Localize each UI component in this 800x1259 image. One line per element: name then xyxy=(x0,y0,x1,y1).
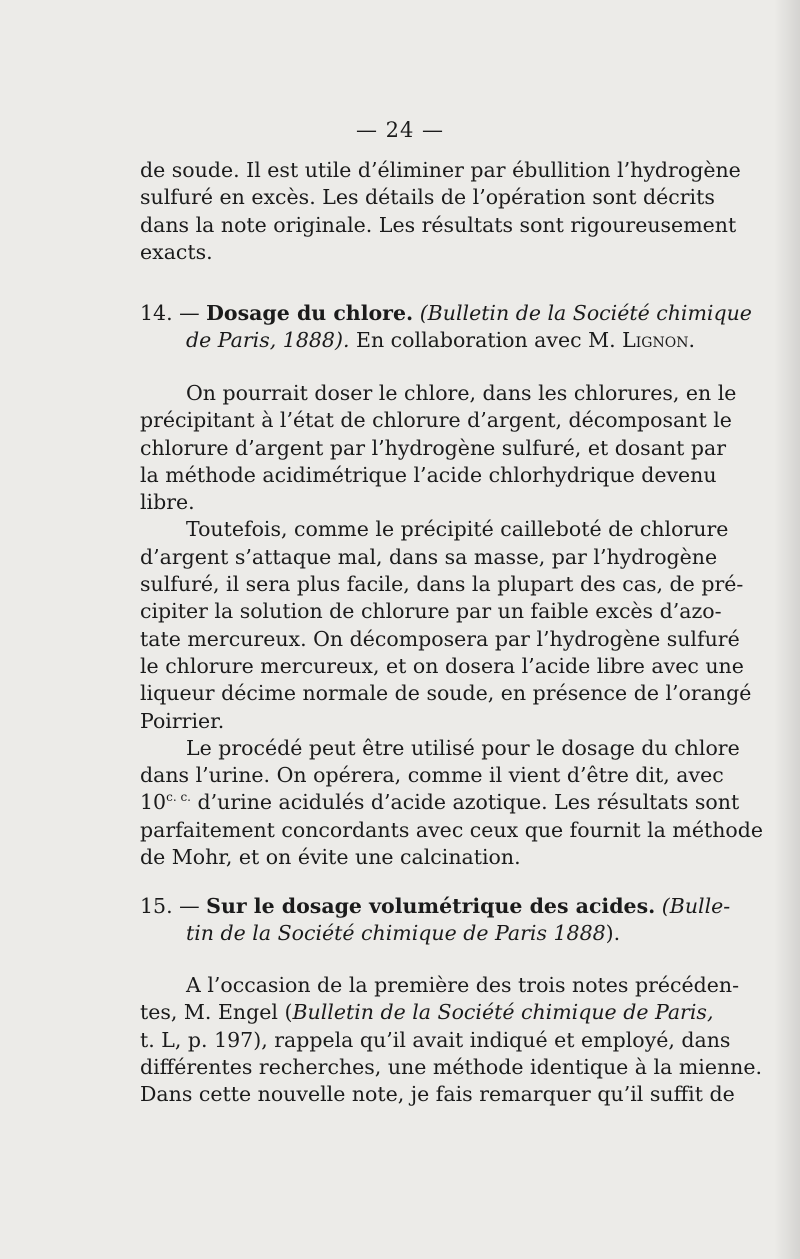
text-line: d’argent s’attaque mal, dans sa masse, par l’hydrogène xyxy=(140,544,718,569)
collaborator-name: Lignon xyxy=(622,328,689,353)
text-line: précipitant à l’état de chlorure d’argent, décomposant le xyxy=(140,408,732,433)
collaboration-text: En collaboration avec M. xyxy=(356,328,616,353)
section-title: Dosage du chlore. xyxy=(206,301,414,325)
section-14-heading xyxy=(140,300,752,355)
text-line: parfaitement concordants avec ceux que fournit la méthode xyxy=(140,817,764,842)
text-line: A l’occasion de la première des trois notes précéden- xyxy=(186,973,740,997)
text-line: cipiter la solution de chlorure par un faible excès d’azo- xyxy=(140,599,722,624)
text-line: chlorure d’argent par l’hydrogène sulfuré, et dosant par xyxy=(140,435,727,460)
section-number: 14. — xyxy=(140,301,200,325)
text-line: sulfuré, il sera plus facile, dans la plupart des cas, de pré- xyxy=(140,572,744,597)
text-line: de Mohr, et on évite une calcination. xyxy=(140,845,521,870)
punctuation: . xyxy=(688,328,695,353)
text-line: tate mercureux. On décomposera par l’hydrogène sulfuré xyxy=(140,626,740,651)
text-line: t. L, p. 197), rappela qu’il avait indiqué et employé, dans xyxy=(140,1027,731,1052)
section-15-heading xyxy=(140,893,731,948)
unit-superscript: c. c. xyxy=(166,790,191,805)
text-line: Le procédé peut être utilisé pour le dosage du chlore xyxy=(186,735,740,760)
section-15-body xyxy=(140,972,763,1108)
text-line xyxy=(140,789,740,816)
heading-line xyxy=(140,893,731,920)
text-fragment: d’urine acidulés d’acide azotique. Les résultats sont xyxy=(190,790,740,815)
bibliographic-reference: (Bulletin de la Société chimique xyxy=(419,301,752,325)
intro-paragraph xyxy=(140,157,741,266)
bibliographic-reference: (Bulle- xyxy=(661,894,731,918)
text-line: Toutefois, comme le précipité cailleboté de chlorure xyxy=(186,517,729,542)
heading-line xyxy=(140,300,752,327)
section-title: Sur le dosage volumétrique des acides. xyxy=(206,894,656,918)
text-line: la méthode acidimétrique l’acide chlorhydrique devenu xyxy=(140,462,717,487)
heading-line xyxy=(140,327,696,354)
bibliographic-reference: Bulletin de la Société chimique de Paris, xyxy=(292,1000,714,1025)
text-line: de soude. Il est utile d’éliminer par ébullition l’hydrogène xyxy=(140,158,741,182)
section-number: 15. — xyxy=(140,894,200,918)
punctuation: ). xyxy=(605,921,621,946)
text-line: libre. xyxy=(140,490,195,515)
text-line: dans la note originale. Les résultats sont rigoureusement xyxy=(140,212,737,237)
volume-number: 10 xyxy=(140,790,167,815)
text-line: dans l’urine. On opérera, comme il vient d’être dit, avec xyxy=(140,763,724,788)
section-14-body xyxy=(140,380,764,871)
text-line xyxy=(140,999,714,1026)
page-edge-shadow xyxy=(774,0,800,1259)
text-line: On pourrait doser le chlore, dans les chlorures, en le xyxy=(186,381,737,405)
text-line: exacts. xyxy=(140,239,213,264)
text-line: sulfuré en excès. Les détails de l’opération sont décrits xyxy=(140,185,715,210)
text-line: différentes recherches, une méthode identique à la mienne. xyxy=(140,1054,763,1079)
text-line: le chlorure mercureux, et on dosera l’acide libre avec une xyxy=(140,653,744,678)
text-line: liqueur décime normale de soude, en présence de l’orangé xyxy=(140,681,752,706)
page-number: — 24 — xyxy=(355,118,445,142)
text-fragment: tes, M. Engel ( xyxy=(140,1000,293,1025)
bibliographic-reference: de Paris, 1888). xyxy=(186,328,350,353)
text-line: Poirrier. xyxy=(140,708,225,733)
heading-line xyxy=(140,920,696,947)
bibliographic-reference: tin de la Société chimique de Paris 1888 xyxy=(186,921,606,946)
text-line: Dans cette nouvelle note, je fais remarquer qu’il suffit de xyxy=(140,1082,735,1107)
